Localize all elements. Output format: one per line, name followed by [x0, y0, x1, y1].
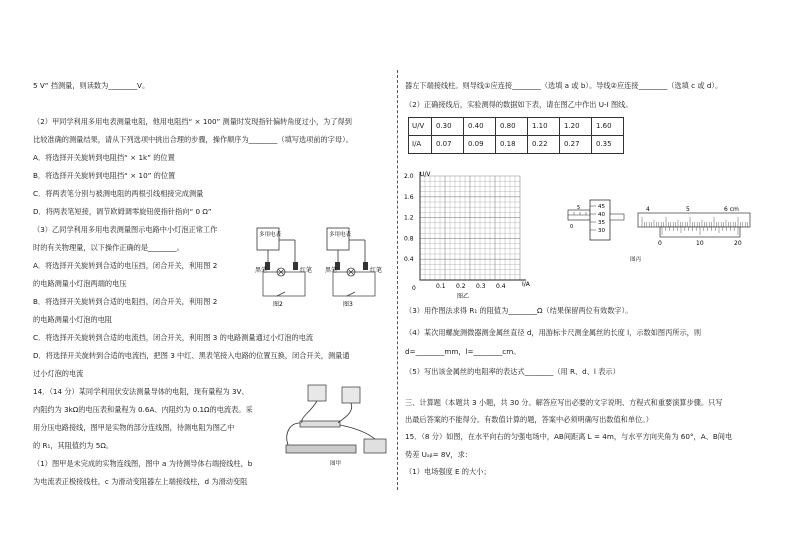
x-tick-label: 0.1	[436, 283, 446, 290]
figure-3-circuit	[325, 226, 395, 306]
option-line: 的电路测量小灯泡的电阻	[33, 315, 113, 324]
text-line: 器左下端接线柱。则导线①应连接________（选填 a 或 b）。导线②应连接________（选填 c 或 d）。	[405, 81, 723, 90]
x-tick-label: 0.2	[456, 283, 466, 290]
table-cell: I/A	[409, 136, 432, 154]
option-line: A．将选择开关旋转到合适的电压挡，闭合开关，利用图 2	[33, 261, 218, 270]
text-line: （1）图甲是未完成的实物连线图，图中 a 为待测导体右端接线柱，b	[33, 459, 253, 468]
black-probe-label: 黑笔	[325, 267, 338, 274]
data-table	[408, 117, 624, 154]
caliper-tick-label: 4	[646, 206, 650, 213]
battery-icon	[364, 439, 386, 453]
section-heading: 三、计算题（本题共 3 小题，共 30 分。解答应写出必要的文字说明、方程式和重要演算步骤。只写	[405, 398, 723, 407]
table-cell: 0.35	[592, 136, 624, 154]
text-line: （2）正确接线后，实验测得的数据如下表，请在图乙中作出 U-I 图线。	[405, 100, 633, 109]
red-probe-icon	[363, 262, 368, 270]
y-tick-label: 1.6	[404, 193, 414, 201]
option-line: 的电路测量小灯泡两端的电压	[33, 279, 127, 288]
graph-yi	[400, 168, 540, 300]
text-line: （3）用作图法求得 R₁ 的阻值为________Ω（结果保留两位有效数字）。	[405, 306, 633, 315]
question-line: 15．（8 分）如图，在水平向右的匀强电场中，AB间距离 L = 4m，与水平方向夹角为 60°，A、B间电	[405, 432, 733, 441]
text-line: 出最后答案的不能得分。有数值计算的题，答案中必须明确写出数值和单位。）	[405, 415, 653, 424]
figure-caption: 图丙	[630, 257, 642, 263]
x-axis-label: I/A	[522, 281, 530, 288]
micrometer-scale-label: 5	[577, 205, 581, 211]
text-line: d=________mm，l=________cm。	[405, 347, 521, 356]
y-tick-label: 1.2	[404, 214, 414, 222]
table-cell: 0.18	[496, 136, 528, 154]
table-row	[409, 118, 624, 136]
figure-caption: 图3	[343, 301, 353, 308]
text-line: 用分压电路接线，图甲是实物的部分连线图，待测电阻为图乙中	[33, 423, 235, 432]
figure-caption: 图甲	[330, 461, 342, 467]
caliper-tick-label: 10	[696, 240, 704, 247]
micrometer-tick: 35	[598, 220, 605, 226]
figure-2-circuit	[255, 226, 325, 306]
text-line: （1）电场强度 E 的大小；	[405, 467, 491, 476]
option-line: A．将选择开关旋转到电阻挡“ × 1k” 的位置	[33, 153, 175, 162]
red-probe-label: 红笔	[300, 267, 313, 274]
option-line: C．将两表笔分别与被测电阻的两根引线相接完成测量	[33, 189, 204, 198]
micrometer-tick: 45	[598, 204, 605, 210]
resistor-icon	[300, 421, 340, 427]
y-tick-label: 0.8	[404, 235, 414, 243]
option-line: D．将选择开关旋转到合适的电流挡，把图 3 中红、黑表笔接入电路的位置互换，闭合开关，测量通	[33, 351, 350, 360]
question-line: 14．（14 分）某同学利用伏安法测量导体的电阻，现有量程为 3V、	[33, 387, 249, 396]
red-probe-icon	[293, 262, 298, 270]
column-divider	[397, 70, 398, 490]
text-line: （5）写出该金属丝的电阻率的表达式________（用 R、d、l 表示）	[405, 367, 620, 376]
table-cell: 0.30	[432, 118, 464, 136]
caliper-tick-label: 6 cm	[724, 206, 739, 213]
rheostat-icon	[286, 445, 356, 453]
table-row	[409, 136, 624, 154]
switch-icon	[347, 292, 355, 296]
caliper-tick-label: 5	[686, 206, 690, 213]
text-line: （3）乙同学利用多用电表测量图示电路中小灯泡正常工作	[33, 225, 218, 234]
table-cell: 1.60	[592, 118, 624, 136]
micrometer-zero-label: 0	[570, 224, 574, 230]
caliper-tick-label: 0	[658, 240, 662, 247]
meter-label: 多用电表	[259, 232, 282, 238]
table-cell: 1.10	[528, 118, 560, 136]
option-line: B．将选择开关旋转到合适的电阻挡，闭合开关，利用图 2	[33, 297, 218, 306]
option-line: B．将选择开关旋转到电阻挡“ × 10” 的位置	[33, 171, 176, 180]
table-cell: 1.20	[560, 118, 592, 136]
figure-jia-apparatus	[280, 383, 390, 468]
figure-caption: 图2	[273, 301, 283, 308]
red-probe-label: 红笔	[370, 267, 383, 274]
table-cell: 0.80	[496, 118, 528, 136]
text-line: （2）甲同学利用多用电表测量电阻，他用电阻挡“ × 100” 测量时发现指针偏转角度过小，为了得到	[33, 117, 352, 126]
voltmeter-icon	[308, 385, 326, 401]
table-cell: 0.27	[560, 136, 592, 154]
ammeter-icon	[342, 387, 360, 403]
black-probe-label: 黑笔	[255, 267, 268, 274]
text-line: 5 V” 挡测量，则读数为________V。	[33, 81, 150, 90]
text-line: 势差 Uₐᵦ= 8V，求：	[405, 450, 472, 459]
micrometer-figure	[566, 198, 636, 248]
option-line: D．将两表笔短接，调节欧姆调零旋钮使指针指向“ 0 Ω”	[33, 207, 212, 216]
option-line: 过小灯泡的电流	[33, 369, 84, 378]
y-axis-label: U/V	[420, 171, 431, 178]
caliper-figure	[630, 203, 750, 265]
table-cell: 0.40	[464, 118, 496, 136]
text-line: （4）某次用螺旋测微器测金属丝直径 d，用游标卡尺测金属丝的长度 l，示数如图丙所示，则	[405, 328, 702, 337]
micrometer-tick: 40	[598, 212, 605, 218]
text-line: 内阻约为 3kΩ的电压表和量程为 0.6A、内阻约为 0.1Ω的电流表。采	[33, 405, 253, 414]
y-tick-label: 2.0	[404, 173, 414, 180]
option-line: C．将选择开关旋转到合适的电流挡，闭合开关，利用图 3 的电路测量通过小灯泡的电流	[33, 333, 314, 342]
micrometer-tick: 30	[598, 228, 605, 234]
text-line: 时的有关物理量，以下操作正确的是________。	[33, 243, 184, 252]
table-cell: 0.07	[432, 136, 464, 154]
text-line: 的 R₁，其阻值约为 5Ω。	[33, 441, 114, 450]
table-cell: U/V	[409, 118, 432, 136]
graph-grid	[420, 176, 520, 280]
y-tick-label: 0.4	[404, 256, 414, 264]
text-line: 为电流表正极接线柱，c 为滑动变阻器左上端接线柱，d 为滑动变阻	[33, 477, 248, 486]
table-cell: 0.22	[528, 136, 560, 154]
caliper-tick-label: 20	[734, 240, 742, 247]
figure-caption: 图乙	[457, 293, 470, 300]
origin-label: 0	[412, 285, 416, 292]
switch-icon	[277, 292, 285, 296]
x-tick-label: 0.4	[496, 283, 506, 290]
x-tick-label: 0.3	[476, 283, 486, 290]
meter-label: 多用电表	[329, 232, 352, 238]
table-cell: 0.09	[464, 136, 496, 154]
text-line: 比较准确的测量结果，请从下列选项中挑出合理的步骤，操作顺序为________（填写选项前的字母）。	[33, 135, 353, 144]
